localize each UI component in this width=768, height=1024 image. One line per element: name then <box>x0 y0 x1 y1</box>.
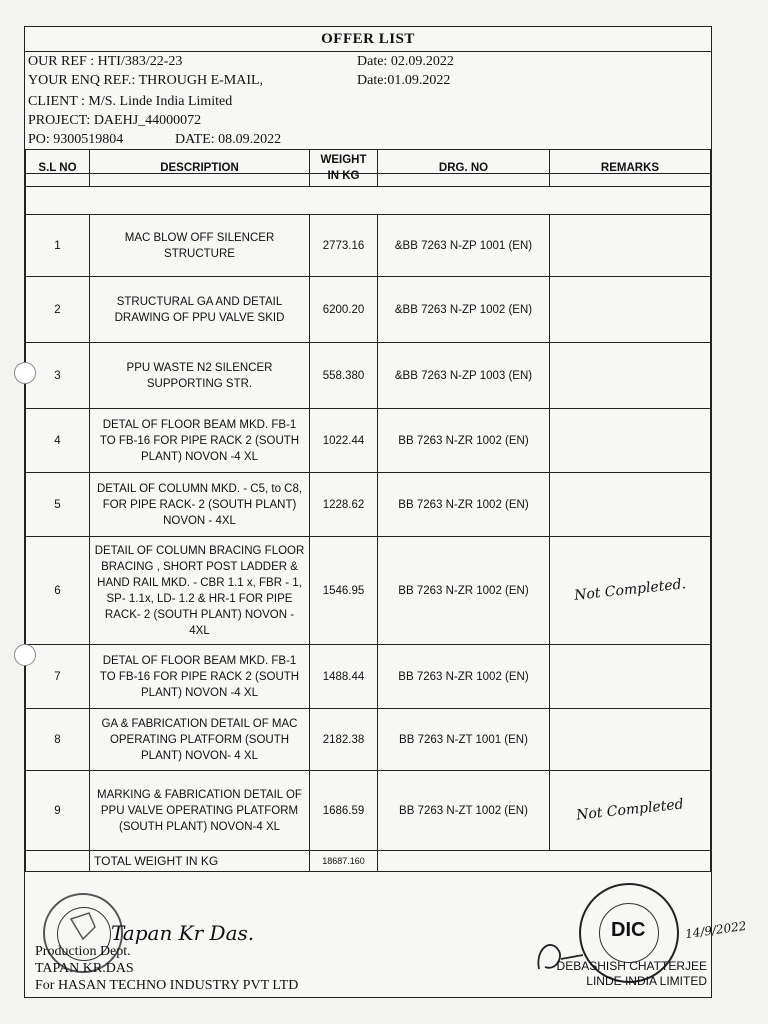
cell-drg-no: &BB 7263 N-ZP 1001 (EN) <box>378 215 550 277</box>
table-row <box>26 409 711 473</box>
cell-slno: 9 <box>26 771 90 851</box>
cell-drg-no: BB 7263 N-ZT 1001 (EN) <box>378 709 550 771</box>
total-empty-cell <box>26 851 90 872</box>
cell-remarks <box>550 537 711 645</box>
cell-weight: 2773.16 <box>310 215 378 277</box>
table-row <box>26 473 711 537</box>
total-value: 18687.160 <box>310 851 378 872</box>
total-empty-right <box>378 851 711 872</box>
cell-slno: 3 <box>26 343 90 409</box>
blank-spacer-row <box>26 187 711 215</box>
cell-description: DETAIL OF COLUMN MKD. - C5, to C8, FOR PIPE RACK- 2 (SOUTH PLANT) NOVON - 4XL <box>90 473 310 537</box>
project: PROJECT: DAEHJ_44000072 <box>28 113 202 128</box>
cell-weight: 6200.20 <box>310 277 378 343</box>
cell-weight: 1228.62 <box>310 473 378 537</box>
cell-description: GA & FABRICATION DETAIL OF MAC OPERATING PLATFORM (SOUTH PLANT) NOVON- 4 XL <box>90 709 310 771</box>
cell-remarks <box>550 645 711 709</box>
cell-slno: 6 <box>26 537 90 645</box>
table-header-row <box>26 150 711 187</box>
cell-drg-no: BB 7263 N-ZR 1002 (EN) <box>378 645 550 709</box>
dic-logo-icon: DIC <box>611 919 646 941</box>
header-slno: S.L NO <box>26 150 90 187</box>
right-signatory <box>557 959 707 989</box>
po-number: PO: 9300519804 <box>28 132 124 147</box>
table-row <box>26 343 711 409</box>
document-title: OFFER LIST <box>25 27 711 52</box>
cell-slno: 2 <box>26 277 90 343</box>
cell-remarks <box>550 709 711 771</box>
our-ref-date: Date: 02.09.2022 <box>357 54 454 69</box>
cell-remarks <box>550 277 711 343</box>
offer-list-page <box>24 26 748 998</box>
cell-description: PPU WASTE N2 SILENCER SUPPORTING STR. <box>90 343 310 409</box>
po-date: DATE: 08.09.2022 <box>175 132 282 147</box>
total-row <box>26 851 711 872</box>
cell-description: DETAL OF FLOOR BEAM MKD. FB-1 TO FB-16 FOR PIPE RACK 2 (SOUTH PLANT) NOVON -4 XL <box>90 645 310 709</box>
right-company: LINDE INDIA LIMITED <box>586 974 707 988</box>
left-company: For HASAN TECHNO INDUSTRY PVT LTD <box>35 978 299 993</box>
table-row <box>26 277 711 343</box>
cell-weight: 2182.38 <box>310 709 378 771</box>
header-weight-line1: WEIGHT <box>320 154 367 166</box>
cell-weight: 1488.44 <box>310 645 378 709</box>
cell-remarks <box>550 343 711 409</box>
right-name: DEBASHISH CHATTERJEE <box>556 959 707 973</box>
enquiry-ref-date: Date:01.09.2022 <box>357 73 451 88</box>
table-row <box>26 771 711 851</box>
offer-table <box>25 149 711 872</box>
left-signatory <box>35 943 298 994</box>
cell-slno: 7 <box>26 645 90 709</box>
cell-drg-no: &BB 7263 N-ZP 1003 (EN) <box>378 343 550 409</box>
enquiry-ref: YOUR ENQ REF.: THROUGH E-MAIL, <box>28 73 264 88</box>
cell-slno: 4 <box>26 409 90 473</box>
header-drg: DRG. NO <box>378 150 550 187</box>
right-date: 14/9/2022 <box>684 918 748 942</box>
total-label: TOTAL WEIGHT IN KG <box>90 851 310 872</box>
cell-slno: 8 <box>26 709 90 771</box>
blank-spacer-cell <box>26 187 711 215</box>
cell-slno: 1 <box>26 215 90 277</box>
punch-hole <box>14 362 36 384</box>
left-signature: Tapan Kr Das. <box>111 921 255 945</box>
cell-description: DETAIL OF COLUMN BRACING FLOOR BRACING , SHORT POST LADDER & HAND RAIL MKD. - CBR 1.1 x, FBR - 1, SP- 1.1x, LD- 1.2 & HR-1 FOR PIPE RACK- 2 (SOUTH PLANT) NOVON - 4XL <box>90 537 310 645</box>
header-remarks: REMARKS <box>550 150 711 187</box>
our-ref: OUR REF : HTI/383/22-23 <box>28 54 183 69</box>
cell-weight: 1022.44 <box>310 409 378 473</box>
cell-drg-no: BB 7263 N-ZR 1002 (EN) <box>378 537 550 645</box>
cell-remarks <box>550 409 711 473</box>
cell-drg-no: BB 7263 N-ZT 1002 (EN) <box>378 771 550 851</box>
left-name: TAPAN KR.DAS <box>35 961 134 976</box>
header-weight <box>310 150 378 187</box>
punch-hole <box>14 644 36 666</box>
cell-remarks <box>550 771 711 851</box>
table-row <box>26 645 711 709</box>
left-dept: Production Dept. <box>35 944 131 959</box>
header-weight-line2: IN KG <box>327 170 360 182</box>
cell-description: MARKING & FABRICATION DETAIL OF PPU VALVE OPERATING PLATFORM (SOUTH PLANT) NOVON-4 XL <box>90 771 310 851</box>
table-row <box>26 709 711 771</box>
cell-description: MAC BLOW OFF SILENCER STRUCTURE <box>90 215 310 277</box>
client: CLIENT : M/S. Linde India Limited <box>28 94 233 109</box>
cell-drg-no: &BB 7263 N-ZP 1002 (EN) <box>378 277 550 343</box>
cell-weight: 1686.59 <box>310 771 378 851</box>
cell-weight: 558.380 <box>310 343 378 409</box>
header-description: DESCRIPTION <box>90 150 310 187</box>
footer <box>25 873 748 997</box>
handwritten-remark: Not Completed <box>575 796 685 824</box>
cell-description: DETAL OF FLOOR BEAM MKD. FB-1 TO FB-16 FOR PIPE RACK 2 (SOUTH PLANT) NOVON -4 XL <box>90 409 310 473</box>
table-row <box>26 537 711 645</box>
handwritten-remark: Not Completed. <box>573 576 687 604</box>
cell-weight: 1546.95 <box>310 537 378 645</box>
cell-slno: 5 <box>26 473 90 537</box>
cell-drg-no: BB 7263 N-ZR 1002 (EN) <box>378 473 550 537</box>
table-row <box>26 215 711 277</box>
cell-description: STRUCTURAL GA AND DETAIL DRAWING OF PPU VALVE SKID <box>90 277 310 343</box>
cell-remarks <box>550 473 711 537</box>
cell-drg-no: BB 7263 N-ZR 1002 (EN) <box>378 409 550 473</box>
cell-remarks <box>550 215 711 277</box>
